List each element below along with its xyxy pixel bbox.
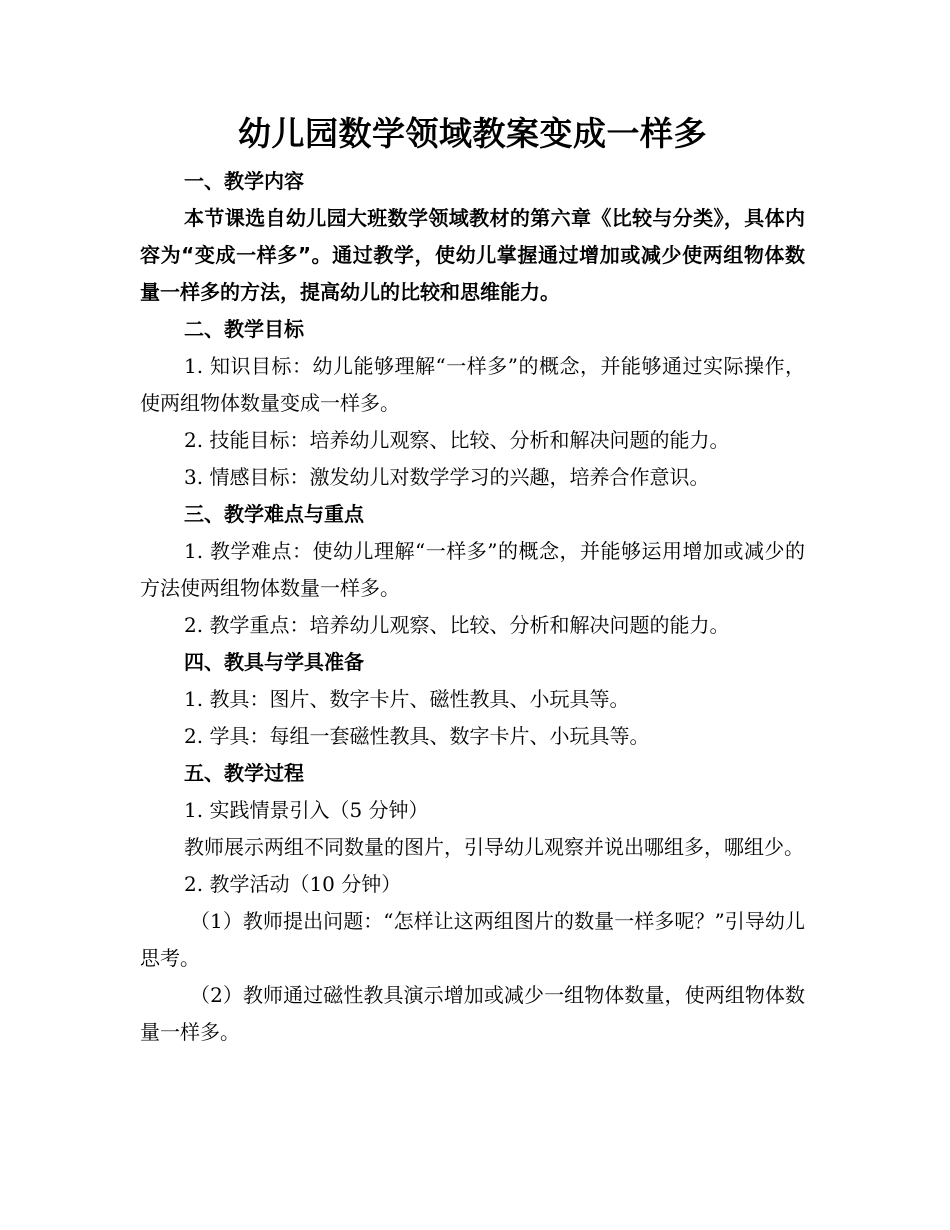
section-heading-goals: 二、教学目标 [184, 317, 304, 341]
section-paragraph-content: 本节课选自幼儿园大班数学领域教材的第六章《比较与分类》，具体内容为“变成一样多”。通过教学，使幼儿掌握通过增加或减少使两组物体数量一样多的方法，提高幼儿的比较和思维能力。 [140, 206, 805, 304]
process-step-activity: 2. 教学活动（10 分钟） [184, 872, 402, 896]
goal-item-skill: 2. 技能目标：培养幼儿观察、比较、分析和解决问题的能力。 [184, 428, 730, 452]
key-point-difficulty: 1. 教学难点：使幼儿理解“一样多”的概念，并能够运用增加或减少的方法使两组物体数量一样多。 [140, 539, 805, 600]
section-heading-process: 五、教学过程 [184, 761, 304, 785]
goal-item-emotion: 3. 情感目标：激发幼儿对数学学习的兴趣，培养合作意识。 [184, 465, 710, 489]
process-step-intro: 1. 实践情景引入（5 分钟） [184, 798, 429, 822]
goal-item-knowledge: 1. 知识目标：幼儿能够理解“一样多”的概念，并能够通过实际操作，使两组物体数量变成一样多。 [140, 354, 805, 415]
section-heading-materials: 四、教具与学具准备 [184, 650, 364, 674]
key-point-focus: 2. 教学重点：培养幼儿观察、比较、分析和解决问题的能力。 [184, 613, 730, 637]
process-substep-question: （1）教师提出问题：“怎样让这两组图片的数量一样多呢？”引导幼儿思考。 [140, 909, 805, 970]
material-item-teacher: 1. 教具：图片、数字卡片、磁性教具、小玩具等。 [184, 687, 630, 711]
section-heading-content: 一、教学内容 [184, 169, 304, 193]
process-substep-demo: （2）教师通过磁性教具演示增加或减少一组物体数量，使两组物体数量一样多。 [140, 983, 805, 1044]
document-title: 幼儿园数学领域教案变成一样多 [238, 114, 707, 153]
document-body [140, 110, 805, 1051]
process-step-intro-text: 教师展示两组不同数量的图片，引导幼儿观察并说出哪组多，哪组少。 [184, 835, 804, 859]
section-heading-key-points: 三、教学难点与重点 [184, 502, 364, 526]
material-item-student: 2. 学具：每组一套磁性教具、数字卡片、小玩具等。 [184, 724, 650, 748]
